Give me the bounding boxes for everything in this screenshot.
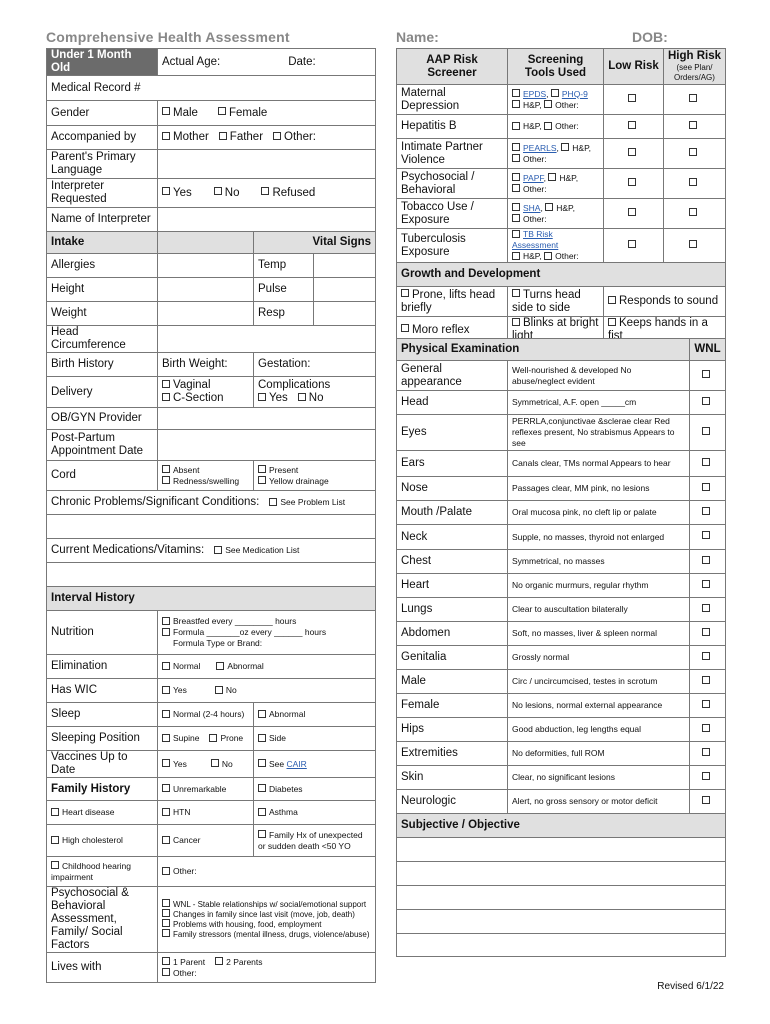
resp-field[interactable] bbox=[314, 302, 376, 326]
allergies-field[interactable] bbox=[158, 254, 254, 278]
vaginal-checkbox[interactable]: Vaginal bbox=[162, 379, 249, 392]
see-problem-list-checkbox[interactable]: See Problem List bbox=[269, 497, 345, 507]
exam-row bbox=[397, 501, 726, 525]
wnl-checkbox[interactable] bbox=[702, 556, 710, 564]
obgyn-field[interactable] bbox=[158, 408, 376, 430]
breastfed-checkbox[interactable]: Breastfed every ________ hours bbox=[162, 616, 371, 627]
birth-history-label: Birth History bbox=[47, 353, 158, 377]
vaccines-label: Vaccines Up to Date bbox=[47, 751, 158, 778]
wnl-checkbox[interactable] bbox=[702, 531, 710, 539]
low-risk-checkbox[interactable] bbox=[628, 208, 636, 216]
growth-item-checkbox[interactable]: Prone, lifts head briefly bbox=[397, 287, 508, 317]
exam-row bbox=[397, 622, 726, 646]
exam-item-description: Oral mucosa pink, no cleft lip or palate bbox=[508, 501, 690, 525]
exam-item-label: Neurologic bbox=[397, 790, 508, 814]
height-label: Height bbox=[47, 278, 158, 302]
exam-item-label: Female bbox=[397, 694, 508, 718]
exam-item-description: No organic murmurs, regular rhythm bbox=[508, 574, 690, 598]
wnl-checkbox[interactable] bbox=[702, 483, 710, 491]
parents-language-field[interactable] bbox=[158, 150, 376, 179]
growth-header: Growth and Development bbox=[397, 263, 726, 287]
interval-history-header: Interval History bbox=[47, 587, 376, 611]
psy-changes-checkbox[interactable]: Changes in family since last visit (move, job, death) bbox=[162, 910, 371, 920]
wnl-checkbox[interactable] bbox=[702, 458, 710, 466]
risk-name: Maternal Depression bbox=[397, 85, 508, 115]
complications-no-checkbox[interactable]: No bbox=[298, 392, 324, 404]
exam-item-label: Neck bbox=[397, 525, 508, 550]
exam-item-description: Canals clear, TMs normal Appears to hear bbox=[508, 451, 690, 477]
subjective-line[interactable] bbox=[397, 886, 726, 910]
exam-item-description: Good abduction, leg lengths equal bbox=[508, 718, 690, 742]
subjective-line[interactable] bbox=[397, 838, 726, 862]
wnl-checkbox[interactable] bbox=[702, 676, 710, 684]
two-parents-checkbox[interactable]: 2 Parents bbox=[215, 957, 262, 967]
male-checkbox[interactable]: Male bbox=[162, 107, 198, 119]
one-parent-checkbox[interactable]: 1 Parent bbox=[162, 957, 205, 967]
side-checkbox[interactable]: Side bbox=[258, 733, 286, 743]
exam-item-description: Grossly normal bbox=[508, 646, 690, 670]
hp-checkbox[interactable]: H&P bbox=[559, 172, 576, 183]
right-form-table: AAP Risk Screener Screening Tools Used Low Risk High Risk (see Plan/ Orders/AG) Maternal Depression EPDS, PHQ-9 H&P, Other: Hepatitis B H&P, Other: Intimate Partner Violence PEARLS, H&P, Other: Psychosocial / Behavioral PAPF, H&P, Other: Tobacco Use / Exposure SHA, H&P, Other: Tuberculosis Exposure TB Risk Assessment H&P, Other: Growth and Development Prone, lifts head briefly Turns head side to side Responds to sound Moro reflex Blinks at bright light Keeps hands in a fist bbox=[396, 48, 726, 344]
high-risk-checkbox[interactable] bbox=[689, 178, 697, 186]
psy-wnl-checkbox[interactable]: WNL - Stable relationships w/ social/emotional support bbox=[162, 900, 371, 910]
low-risk-checkbox[interactable] bbox=[628, 94, 636, 102]
supine-checkbox[interactable]: Supine bbox=[162, 733, 199, 743]
postpartum-label: Post-Partum Appointment Date bbox=[47, 430, 158, 461]
elimination-abnormal-checkbox[interactable]: Abnormal bbox=[216, 661, 263, 671]
birth-weight-label[interactable]: Birth Weight: bbox=[158, 353, 254, 377]
revised-date: Revised 6/1/22 bbox=[657, 981, 724, 992]
wnl-checkbox[interactable] bbox=[702, 427, 710, 435]
chronic-label: Chronic Problems/Significant Conditions: bbox=[51, 496, 260, 508]
risk-name: Intimate Partner Violence bbox=[397, 139, 508, 169]
exam-item-description: No lesions, normal external appearance bbox=[508, 694, 690, 718]
exam-row bbox=[397, 598, 726, 622]
exam-row bbox=[397, 361, 726, 391]
high-risk-checkbox[interactable] bbox=[689, 94, 697, 102]
exam-row bbox=[397, 525, 726, 550]
exam-item-label: Heart bbox=[397, 574, 508, 598]
allergies-label: Allergies bbox=[47, 254, 158, 278]
heart-disease-checkbox[interactable]: Heart disease bbox=[51, 807, 114, 817]
exam-row bbox=[397, 742, 726, 766]
wnl-checkbox[interactable] bbox=[702, 652, 710, 660]
under-1-month-label: Under 1 Month Old bbox=[47, 49, 158, 76]
elimination-label: Elimination bbox=[47, 655, 158, 679]
low-risk-checkbox[interactable] bbox=[628, 240, 636, 248]
vaccines-no-checkbox[interactable]: No bbox=[211, 759, 233, 769]
temp-label: Temp bbox=[254, 254, 314, 278]
exam-item-label: Chest bbox=[397, 550, 508, 574]
childhood-hearing-checkbox[interactable]: Childhood hearing impairment bbox=[51, 860, 131, 882]
physical-exam-table bbox=[396, 338, 726, 957]
psy-stressors-checkbox[interactable]: Family stressors (mental illness, drugs, violence/abuse) bbox=[162, 930, 371, 940]
date-label: Date: bbox=[288, 55, 316, 68]
cancer-checkbox[interactable]: Cancer bbox=[162, 835, 200, 845]
exam-item-label: Extremities bbox=[397, 742, 508, 766]
exam-row bbox=[397, 670, 726, 694]
name-label: Name: bbox=[396, 29, 439, 45]
tb-risk-link[interactable]: TB Risk Assessment bbox=[512, 229, 559, 250]
form-title: Comprehensive Health Assessment bbox=[46, 29, 290, 45]
psychosocial-label: Psychosocial & Behavioral Assessment, Family/ Social Factors bbox=[47, 887, 158, 953]
exam-item-label: Nose bbox=[397, 477, 508, 501]
sleep-label: Sleep bbox=[47, 703, 158, 727]
exam-item-description: Clear to auscultation bilaterally bbox=[508, 598, 690, 622]
obgyn-label: OB/GYN Provider bbox=[47, 408, 158, 430]
temp-field[interactable] bbox=[314, 254, 376, 278]
exam-item-description: Clear, no significant lesions bbox=[508, 766, 690, 790]
physical-exam-header: Physical Examination bbox=[397, 339, 690, 361]
subjective-line[interactable] bbox=[397, 910, 726, 934]
wnl-checkbox[interactable] bbox=[702, 796, 710, 804]
intake-header: Intake bbox=[47, 232, 158, 254]
cord-redness-checkbox[interactable]: Redness/swelling bbox=[162, 476, 249, 487]
exam-item-description: Passages clear, MM pink, no lesions bbox=[508, 477, 690, 501]
other-checkbox[interactable]: Other: bbox=[555, 251, 579, 261]
diabetes-checkbox[interactable]: Diabetes bbox=[258, 784, 303, 794]
interpreter-no-checkbox[interactable]: No bbox=[214, 187, 240, 199]
weight-field[interactable] bbox=[158, 302, 254, 326]
cord-yellow-checkbox[interactable]: Yellow drainage bbox=[258, 476, 371, 487]
head-circ-label: Head Circumference bbox=[47, 326, 158, 353]
sleep-abnormal-checkbox[interactable]: Abnormal bbox=[258, 709, 305, 719]
wic-no-checkbox[interactable]: No bbox=[215, 685, 237, 695]
unremarkable-checkbox[interactable]: Unremarkable bbox=[162, 784, 226, 794]
exam-item-description: Symmetrical, A.F. open _____cm bbox=[508, 391, 690, 415]
cord-present-checkbox[interactable]: Present bbox=[258, 465, 371, 476]
phq9-link[interactable]: PHQ-9 bbox=[561, 88, 588, 99]
medical-record-field[interactable] bbox=[47, 76, 376, 101]
other-checkbox[interactable]: Other: bbox=[555, 99, 579, 110]
exam-row bbox=[397, 391, 726, 415]
medications-label: Current Medications/Vitamins: bbox=[51, 544, 205, 556]
growth-item-checkbox[interactable]: Moro reflex bbox=[397, 317, 508, 344]
exam-item-description: PERRLA,conjunctivae &sclerae clear Red reflexes present, No strabismus Appears to see bbox=[508, 415, 690, 451]
head-circ-field[interactable] bbox=[158, 326, 376, 353]
asthma-checkbox[interactable]: Asthma bbox=[258, 807, 298, 817]
exam-row bbox=[397, 718, 726, 742]
cord-absent-checkbox[interactable]: Absent bbox=[162, 465, 249, 476]
formula-checkbox[interactable]: Formula _______oz every ______ hours bbox=[162, 627, 371, 638]
pearls-link[interactable]: PEARLS bbox=[523, 142, 557, 153]
high-risk-checkbox[interactable] bbox=[689, 208, 697, 216]
cair-link[interactable]: CAIR bbox=[286, 758, 307, 769]
exam-item-description: Soft, no masses, liver & spleen normal bbox=[508, 622, 690, 646]
wnl-checkbox[interactable] bbox=[702, 604, 710, 612]
pulse-field[interactable] bbox=[314, 278, 376, 302]
high-risk-subheader: (see Plan/ Orders/AG) bbox=[674, 63, 715, 82]
other-checkbox[interactable]: Other: bbox=[273, 131, 316, 143]
growth-item-checkbox[interactable]: Turns head side to side bbox=[508, 287, 604, 317]
high-risk-checkbox[interactable] bbox=[689, 148, 697, 156]
hp-checkbox[interactable]: H&P bbox=[523, 99, 540, 110]
exam-item-description: No deformities, full ROM bbox=[508, 742, 690, 766]
accompanied-label: Accompanied by bbox=[47, 126, 158, 150]
wnl-checkbox[interactable] bbox=[702, 507, 710, 515]
other-checkbox[interactable]: Other: bbox=[523, 183, 547, 194]
lives-with-label: Lives with bbox=[47, 953, 158, 983]
growth-item-checkbox[interactable]: Responds to sound bbox=[604, 287, 726, 317]
sha-link[interactable]: SHA bbox=[523, 202, 541, 213]
sleeping-position-label: Sleeping Position bbox=[47, 727, 158, 751]
exam-item-description: Circ / uncircumcised, testes in scrotum bbox=[508, 670, 690, 694]
low-risk-checkbox[interactable] bbox=[628, 178, 636, 186]
exam-row bbox=[397, 415, 726, 451]
name-of-interpreter-label: Name of Interpreter bbox=[47, 208, 158, 232]
high-risk-header: High Risk bbox=[667, 50, 722, 62]
wnl-checkbox[interactable] bbox=[702, 700, 710, 708]
wic-yes-checkbox[interactable]: Yes bbox=[162, 685, 187, 695]
exam-row bbox=[397, 766, 726, 790]
risk-name: Tuberculosis Exposure bbox=[397, 229, 508, 263]
wnl-checkbox[interactable] bbox=[702, 772, 710, 780]
father-checkbox[interactable]: Father bbox=[219, 131, 263, 143]
left-form-table bbox=[46, 48, 376, 983]
formula-type-label[interactable]: Formula Type or Brand: bbox=[173, 638, 263, 648]
postpartum-field[interactable] bbox=[158, 430, 376, 461]
risk-name: Psychosocial / Behavioral bbox=[397, 169, 508, 199]
subjective-line[interactable] bbox=[397, 862, 726, 886]
complications-label: Complications bbox=[258, 379, 331, 391]
exam-row bbox=[397, 694, 726, 718]
gestation-label[interactable]: Gestation: bbox=[254, 353, 376, 377]
wnl-checkbox[interactable] bbox=[702, 397, 710, 405]
see-cair-checkbox[interactable]: See CAIR bbox=[258, 759, 307, 769]
interpreter-name-field[interactable] bbox=[158, 208, 376, 232]
vital-signs-header: Vital Signs bbox=[254, 232, 376, 254]
exam-item-description: Well-nourished & developed No abuse/neglect evident bbox=[508, 361, 690, 391]
wnl-checkbox[interactable] bbox=[702, 748, 710, 756]
high-cholesterol-checkbox[interactable]: High cholesterol bbox=[51, 835, 123, 845]
wnl-checkbox[interactable] bbox=[702, 580, 710, 588]
hp-checkbox[interactable]: H&P bbox=[572, 142, 589, 153]
low-risk-checkbox[interactable] bbox=[628, 121, 636, 129]
parents-language-label: Parent's Primary Language bbox=[47, 150, 158, 179]
exam-item-label: Eyes bbox=[397, 415, 508, 451]
exam-item-label: Lungs bbox=[397, 598, 508, 622]
exam-row bbox=[397, 574, 726, 598]
weight-label: Weight bbox=[47, 302, 158, 326]
exam-item-label: Hips bbox=[397, 718, 508, 742]
interpreter-refused-checkbox[interactable]: Refused bbox=[261, 187, 315, 199]
subjective-line[interactable] bbox=[397, 934, 726, 957]
other-checkbox[interactable]: Other: bbox=[555, 121, 579, 131]
htn-checkbox[interactable]: HTN bbox=[162, 807, 190, 817]
papf-link[interactable]: PAPF bbox=[523, 172, 544, 183]
psy-problems-checkbox[interactable]: Problems with housing, food, employment bbox=[162, 920, 371, 930]
family-hx-death-checkbox[interactable]: Family Hx of unexpected or sudden death <50 YO bbox=[258, 829, 363, 851]
female-checkbox[interactable]: Female bbox=[218, 107, 267, 119]
hp-checkbox[interactable]: H&P bbox=[556, 202, 573, 213]
exam-item-description: Alert, no gross sensory or motor deficit bbox=[508, 790, 690, 814]
wnl-checkbox[interactable] bbox=[702, 724, 710, 732]
exam-item-label: Male bbox=[397, 670, 508, 694]
wnl-checkbox[interactable] bbox=[702, 628, 710, 636]
height-field[interactable] bbox=[158, 278, 254, 302]
subjective-header: Subjective / Objective bbox=[397, 814, 726, 838]
vaccines-yes-checkbox[interactable]: Yes bbox=[162, 759, 187, 769]
lives-other-checkbox[interactable]: Other: bbox=[162, 968, 371, 979]
medical-record-label: Medical Record # bbox=[51, 81, 141, 94]
other-checkbox[interactable]: Other: bbox=[523, 153, 547, 164]
resp-label: Resp bbox=[254, 302, 314, 326]
exam-row bbox=[397, 646, 726, 670]
exam-row bbox=[397, 790, 726, 814]
high-risk-checkbox[interactable] bbox=[689, 121, 697, 129]
exam-item-description: Symmetrical, no masses bbox=[508, 550, 690, 574]
hp-checkbox[interactable]: H&P bbox=[523, 121, 540, 131]
exam-item-label: Head bbox=[397, 391, 508, 415]
exam-item-label: Abdomen bbox=[397, 622, 508, 646]
exam-row bbox=[397, 550, 726, 574]
other-checkbox[interactable]: Other: bbox=[523, 213, 547, 224]
pulse-label: Pulse bbox=[254, 278, 314, 302]
exam-item-label: Skin bbox=[397, 766, 508, 790]
nutrition-label: Nutrition bbox=[47, 611, 158, 655]
has-wic-label: Has WIC bbox=[47, 679, 158, 703]
gender-label: Gender bbox=[47, 101, 158, 126]
wnl-checkbox[interactable] bbox=[702, 370, 710, 378]
actual-age-label: Actual Age: bbox=[162, 55, 221, 68]
risk-name: Hepatitis B bbox=[397, 115, 508, 139]
cord-label: Cord bbox=[47, 461, 158, 491]
screening-tools-header: Screening Tools Used bbox=[508, 49, 604, 85]
interpreter-requested-label: Interpreter Requested bbox=[47, 179, 158, 208]
exam-item-label: General appearance bbox=[397, 361, 508, 391]
family-history-label: Family History bbox=[47, 778, 158, 801]
medications-field[interactable] bbox=[47, 563, 376, 587]
growth-item-checkbox[interactable]: Blinks at bright light bbox=[508, 317, 604, 344]
aap-screener-header: AAP Risk Screener bbox=[397, 49, 508, 85]
prone-checkbox[interactable]: Prone bbox=[209, 733, 243, 743]
exam-item-label: Mouth /Palate bbox=[397, 501, 508, 525]
hp-checkbox[interactable]: H&P bbox=[523, 251, 540, 261]
mother-checkbox[interactable]: Mother bbox=[162, 131, 209, 143]
dob-label: DOB: bbox=[632, 29, 668, 45]
epds-link[interactable]: EPDS bbox=[523, 88, 547, 99]
low-risk-header: Low Risk bbox=[604, 49, 664, 85]
actual-age-cell[interactable] bbox=[158, 49, 376, 76]
exam-item-label: Ears bbox=[397, 451, 508, 477]
sleep-normal-checkbox[interactable]: Normal (2-4 hours) bbox=[162, 709, 244, 719]
high-risk-checkbox[interactable] bbox=[689, 240, 697, 248]
see-medication-list-checkbox[interactable]: See Medication List bbox=[214, 545, 299, 555]
exam-row bbox=[397, 477, 726, 501]
exam-item-description: Supple, no masses, thyroid not enlarged bbox=[508, 525, 690, 550]
chronic-field[interactable] bbox=[47, 515, 376, 539]
interpreter-yes-checkbox[interactable]: Yes bbox=[162, 187, 192, 199]
elimination-normal-checkbox[interactable]: Normal bbox=[162, 661, 200, 671]
c-section-checkbox[interactable]: C-Section bbox=[162, 392, 249, 405]
delivery-label: Delivery bbox=[47, 377, 158, 408]
exam-item-label: Genitalia bbox=[397, 646, 508, 670]
exam-row bbox=[397, 451, 726, 477]
risk-name: Tobacco Use / Exposure bbox=[397, 199, 508, 229]
growth-item-checkbox[interactable]: Keeps hands in a fist bbox=[604, 317, 726, 344]
wnl-header: WNL bbox=[690, 339, 726, 361]
low-risk-checkbox[interactable] bbox=[628, 148, 636, 156]
family-other-checkbox[interactable]: Other: bbox=[162, 866, 197, 876]
complications-yes-checkbox[interactable]: Yes bbox=[258, 392, 288, 404]
